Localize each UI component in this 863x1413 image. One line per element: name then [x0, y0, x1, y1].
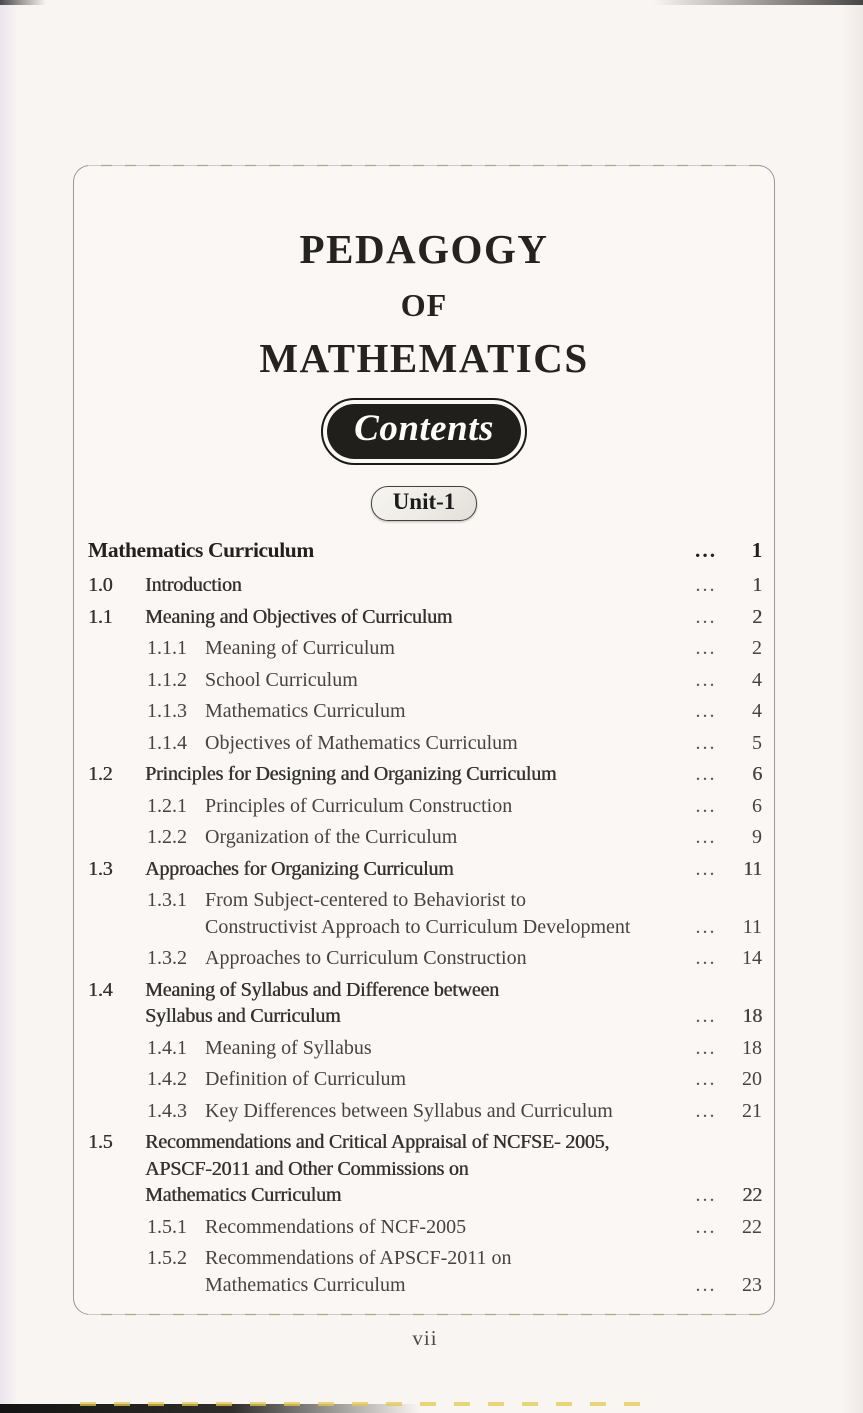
toc-entry-number: 1.2	[88, 763, 113, 785]
contents-badge	[321, 398, 527, 465]
toc-entry-title-line: Objectives of Mathematics Curriculum	[205, 731, 518, 754]
toc-entry-title	[205, 793, 684, 820]
toc-row	[74, 945, 774, 972]
toc-entry-number: 1.5.1	[147, 1215, 187, 1238]
toc-entry-title-line: Organization of the Curriculum	[205, 826, 458, 848]
toc-entry-title	[205, 945, 684, 972]
toc-dots: ...	[695, 637, 717, 659]
toc-page-number: 6	[752, 763, 762, 785]
toc-entry-number: 1.0	[88, 574, 113, 596]
toc-entry-title-line: Mathematics Curriculum	[205, 700, 406, 722]
toc-entry-number: 1.3.1	[147, 889, 187, 911]
toc-page-number: 1	[752, 574, 762, 596]
toc-entry-number: 1.5	[88, 1131, 113, 1153]
toc-dots: ...	[695, 1215, 717, 1238]
toc-entry-title-line: Introduction	[145, 574, 242, 596]
toc-row	[74, 856, 774, 883]
toc-row	[74, 1066, 774, 1093]
toc-page-number: 2	[752, 637, 762, 659]
toc-entry-number: 1.2.1	[147, 794, 187, 817]
toc-entry-title	[205, 1245, 684, 1298]
toc-row	[74, 572, 774, 599]
toc-row	[74, 730, 774, 757]
toc-entry-number: 1.1.4	[147, 731, 187, 754]
toc-row	[74, 1214, 774, 1241]
book-title-line-2: OF	[400, 287, 448, 323]
content-box	[73, 165, 775, 1315]
toc-page-number: 9	[752, 826, 762, 848]
toc-entry-number: 1.4.3	[147, 1099, 187, 1122]
toc-entry-number: 1.3	[88, 857, 113, 880]
toc-unit-heading-row	[74, 536, 774, 565]
toc-page-number: 18	[742, 1036, 762, 1059]
toc-entry-title	[205, 698, 684, 725]
toc-entry-number: 1.5.2	[147, 1247, 187, 1269]
toc-page-number: 18	[742, 1005, 762, 1027]
toc-page-number: 20	[742, 1068, 762, 1090]
toc-entry-number: 1.4	[88, 978, 113, 1001]
toc-dots: ...	[695, 857, 717, 880]
toc-entry-number: 1.4.1	[147, 1036, 187, 1059]
toc-entry-number: 1.2.2	[147, 826, 187, 848]
toc-dots: ...	[695, 794, 717, 817]
book-title-line-1: PEDAGOGY	[299, 226, 549, 272]
toc-entry-title-line: Definition of Curriculum	[205, 1068, 407, 1090]
toc-row	[74, 698, 774, 725]
toc-entry-title	[205, 635, 684, 662]
toc-dots: ...	[695, 1068, 717, 1090]
toc-page-number: 22	[742, 1215, 762, 1238]
toc-entry-number: 1.1	[88, 605, 113, 628]
toc-entry-title-line: Recommendations of APSCF-2011 on	[205, 1247, 512, 1269]
toc-entry-title-line: From Subject-centered to Behaviorist to	[205, 889, 527, 911]
toc-page-number: 11	[742, 915, 762, 938]
toc-entry-number: 1.4.2	[147, 1068, 187, 1090]
toc-dots: ...	[695, 731, 717, 754]
toc-dots: ...	[694, 538, 718, 562]
toc-entry-title	[145, 856, 684, 883]
toc-entry-title	[205, 824, 684, 851]
toc-row	[74, 824, 774, 851]
toc-dots: ...	[695, 1005, 717, 1027]
toc-dots: ...	[695, 700, 717, 722]
toc-entry-title-line: Meaning of Curriculum	[205, 637, 395, 659]
toc-row	[74, 635, 774, 662]
toc-entry-title-line: Principles of Curriculum Construction	[205, 794, 513, 817]
table-of-contents	[74, 536, 774, 1298]
page-footer-number: vii	[412, 1326, 438, 1350]
toc-entry-title-line: Meaning and Objectives of Curriculum	[145, 605, 453, 628]
toc-entry-title	[205, 1066, 684, 1093]
toc-dots: ...	[695, 947, 717, 969]
book-title-line-3: MATHEMATICS	[259, 335, 589, 381]
toc-row	[74, 604, 774, 631]
toc-page-number: 4	[752, 700, 762, 722]
toc-entry-title	[145, 1129, 684, 1209]
toc-dots: ...	[695, 763, 717, 785]
toc-page-number: 1	[751, 538, 762, 562]
toc-page-number: 5	[752, 731, 762, 754]
toc-page-number: 6	[752, 794, 762, 817]
toc-dots: ...	[695, 605, 717, 628]
toc-row	[74, 761, 774, 788]
toc-entry-title-line: Mathematics Curriculum	[205, 1273, 406, 1296]
toc-entry-title-line: Recommendations of NCF-2005	[205, 1215, 467, 1238]
toc-entry-title-line: Syllabus and Curriculum	[145, 1005, 341, 1027]
contents-badge-wrap	[74, 381, 774, 465]
toc-entry-title-line: Constructivist Approach to Curriculum Development	[205, 915, 631, 938]
toc-row	[74, 1035, 774, 1062]
toc-page-number: 21	[742, 1099, 762, 1122]
toc-entry-title-line: APSCF-2011 and Other Commissions on	[145, 1157, 469, 1180]
toc-entry-title-line: Meaning of Syllabus and Difference between	[145, 978, 499, 1001]
book-title	[74, 226, 774, 381]
toc-entry-number: 1.3.2	[147, 947, 187, 969]
toc-entry-number: 1.1.1	[147, 637, 187, 659]
toc-dots: ...	[695, 1099, 717, 1122]
contents-badge-label: Contents	[327, 404, 521, 459]
toc-entry-title	[145, 572, 684, 599]
toc-entry-title	[145, 977, 684, 1030]
toc-dots: ...	[695, 668, 717, 691]
toc-row	[74, 887, 774, 940]
toc-row	[74, 1245, 774, 1298]
toc-entry-title-line: Approaches for Organizing Curriculum	[145, 857, 454, 880]
toc-entry-title	[205, 887, 684, 940]
toc-entry-title	[205, 1214, 684, 1241]
toc-entry-number: 1.1.2	[147, 668, 187, 691]
scan-artifact-bottom-bar	[0, 1404, 420, 1413]
toc-row	[74, 793, 774, 820]
scan-artifact-top-left	[0, 0, 46, 5]
toc-entry-title	[205, 730, 684, 757]
toc-row	[74, 977, 774, 1030]
toc-entry-title	[145, 761, 684, 788]
toc-dots: ...	[695, 1036, 717, 1059]
toc-dots: ...	[695, 1184, 717, 1206]
toc-entry-title-line: Key Differences between Syllabus and Curriculum	[205, 1099, 613, 1122]
toc-dots: ...	[695, 826, 717, 848]
toc-page-number: 4	[752, 668, 762, 691]
toc-entry-title	[205, 1098, 684, 1125]
toc-entry-title-line: Meaning of Syllabus	[205, 1036, 372, 1059]
toc-entry-title-line: Approaches to Curriculum Construction	[205, 947, 527, 969]
toc-dots: ...	[695, 1273, 717, 1296]
toc-row	[74, 1129, 774, 1209]
toc-page-number: 14	[742, 947, 762, 969]
toc-entry-title-line: School Curriculum	[205, 668, 358, 691]
toc-entry-number: 1.1.3	[147, 700, 187, 722]
toc-entry-title	[145, 604, 684, 631]
toc-page-number: 11	[743, 857, 762, 880]
toc-entry-title-line: Principles for Designing and Organizing Curriculum	[145, 763, 557, 785]
toc-page-number: 22	[742, 1184, 762, 1206]
toc-row	[74, 1098, 774, 1125]
toc-dots: ...	[695, 574, 717, 596]
toc-page-number: 23	[742, 1273, 762, 1296]
toc-entry-title-line: Mathematics Curriculum	[145, 1184, 342, 1206]
unit-badge-wrap	[74, 465, 774, 521]
toc-entry-title	[205, 1035, 684, 1062]
scan-artifact-top-right	[653, 0, 863, 5]
toc-unit-heading-title: Mathematics Curriculum	[88, 538, 314, 562]
scan-artifact-bottom-dashes	[80, 1402, 640, 1406]
toc-page-number: 2	[752, 605, 762, 628]
toc-dots: ...	[695, 915, 717, 938]
unit-badge: Unit-1	[371, 486, 478, 521]
toc-row	[74, 667, 774, 694]
toc-entry-title	[205, 667, 684, 694]
toc-entry-title-line: Recommendations and Critical Appraisal of NCFSE- 2005,	[145, 1131, 610, 1153]
